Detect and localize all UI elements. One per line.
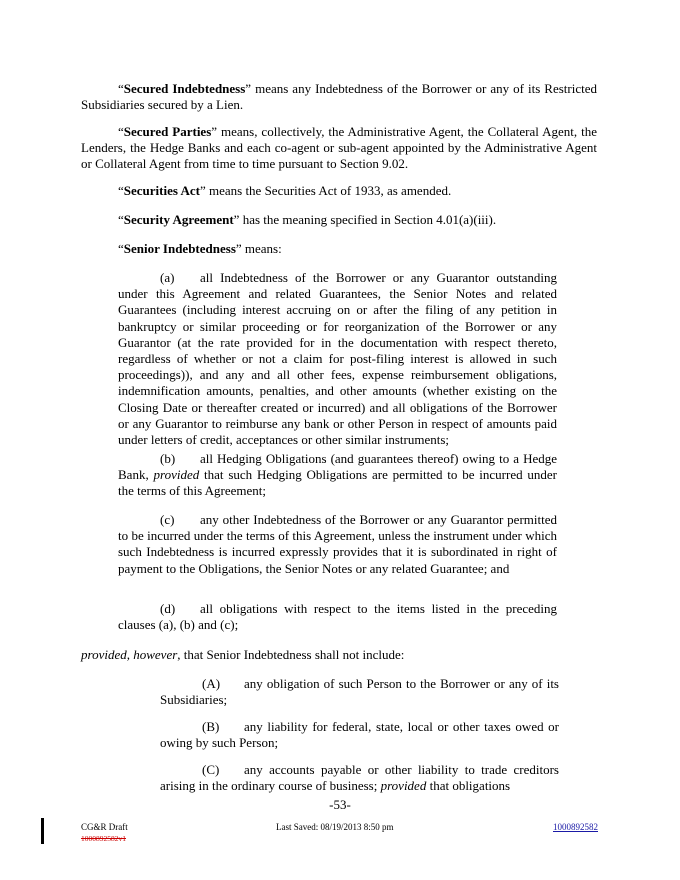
term-secured-parties: Secured Parties: [123, 124, 212, 139]
footer-draft-label: CG&R Draft: [81, 822, 128, 832]
exclusion-a: (A) any obligation of such Person to the Borrower or any of its Subsidiaries;: [160, 676, 559, 708]
exclusion-b-label: (B): [202, 719, 220, 734]
footer-draft-block: [81, 822, 128, 844]
clause-a-label: (a): [160, 270, 175, 285]
term-security-agreement: Security Agreement: [123, 212, 234, 227]
term-securities-act: Securities Act: [123, 183, 200, 198]
exclusion-c-label: (C): [202, 762, 220, 777]
proviso: provided, however, that Senior Indebtedness shall not include:: [81, 647, 405, 662]
exclusion-b: (B) any liability for federal, state, local or other taxes owed or owing by such Person;: [160, 719, 559, 751]
clause-d: (d) all obligations with respect to the items listed in the preceding clauses (a), (b) and (c);: [118, 601, 557, 633]
definition-senior-indebtedness: “Senior Indebtedness” means:: [118, 241, 282, 256]
footer-last-saved: Last Saved: 08/19/2013 8:50 pm: [276, 822, 394, 832]
clause-b-label: (b): [160, 451, 176, 466]
footer-doc-id-link[interactable]: 1000892582: [553, 822, 598, 832]
clause-c-label: (c): [160, 512, 175, 527]
clause-b: (b) all Hedging Obligations (and guarantees thereof) owing to a Hedge Bank, provided that such Hedging Obligations are permitted to be incurred under the terms of this Agreement;: [118, 451, 557, 499]
term-secured-indebtedness: Secured Indebtedness: [123, 81, 246, 96]
exclusion-a-label: (A): [202, 676, 221, 691]
clause-c: (c) any other Indebtedness of the Borrower or any Guarantor permitted to be incurred under the terms of this Agreement, unless the instrument under which such Indebtedness is incurred expressly provides that it is subordinated in right of payment to the Obligations, the Senior Notes or any related Guarantee; and: [118, 512, 557, 576]
page-number: -53-: [329, 797, 351, 812]
change-bar: [41, 818, 44, 844]
term-senior-indebtedness: Senior Indebtedness: [123, 241, 236, 256]
definition-security-agreement: “Security Agreement” has the meaning specified in Section 4.01(a)(iii).: [118, 212, 497, 227]
clause-d-label: (d): [160, 601, 176, 616]
clause-a: (a) all Indebtedness of the Borrower or any Guarantor outstanding under this Agreement and related Guarantees, the Senior Notes and related Guarantees (including interest accruing on or after the filing of any petition in bankruptcy or similar proceeding or for reorganization of the Borrower or any Guarantor (at the rate provided for in the documentation with respect thereto, regardless of whether or not a claim for post-filing interest is allowed in such proceedings)), and any and all other fees, expense reimbursement obligations, indemnification amounts, penalties, and other amounts (whether existing on the Closing Date or thereafter created or incurred) and all obligations of the Borrower or any Guarantor to reimburse any bank or other Person in respect of amounts paid under letters of credit, acceptances or other similar instruments;: [118, 270, 557, 448]
footer-struck-doc-id: 1000892582v1: [81, 834, 126, 843]
definition-secured-parties: “Secured Parties” means, collectively, the Administrative Agent, the Collateral Agent, the Lenders, the Hedge Banks and each co-agent or sub-agent appointed by the Administrative Agent or Collateral Agent from time to time pursuant to Section 9.02.: [81, 124, 597, 172]
exclusion-c: (C) any accounts payable or other liability to trade creditors arising in the ordinary course of business; provided that obligations: [160, 762, 559, 794]
definition-secured-indebtedness: “Secured Indebtedness” means any Indebtedness of the Borrower or any of its Restricted Subsidiaries secured by a Lien.: [81, 81, 597, 113]
definition-securities-act: “Securities Act” means the Securities Act of 1933, as amended.: [118, 183, 452, 198]
